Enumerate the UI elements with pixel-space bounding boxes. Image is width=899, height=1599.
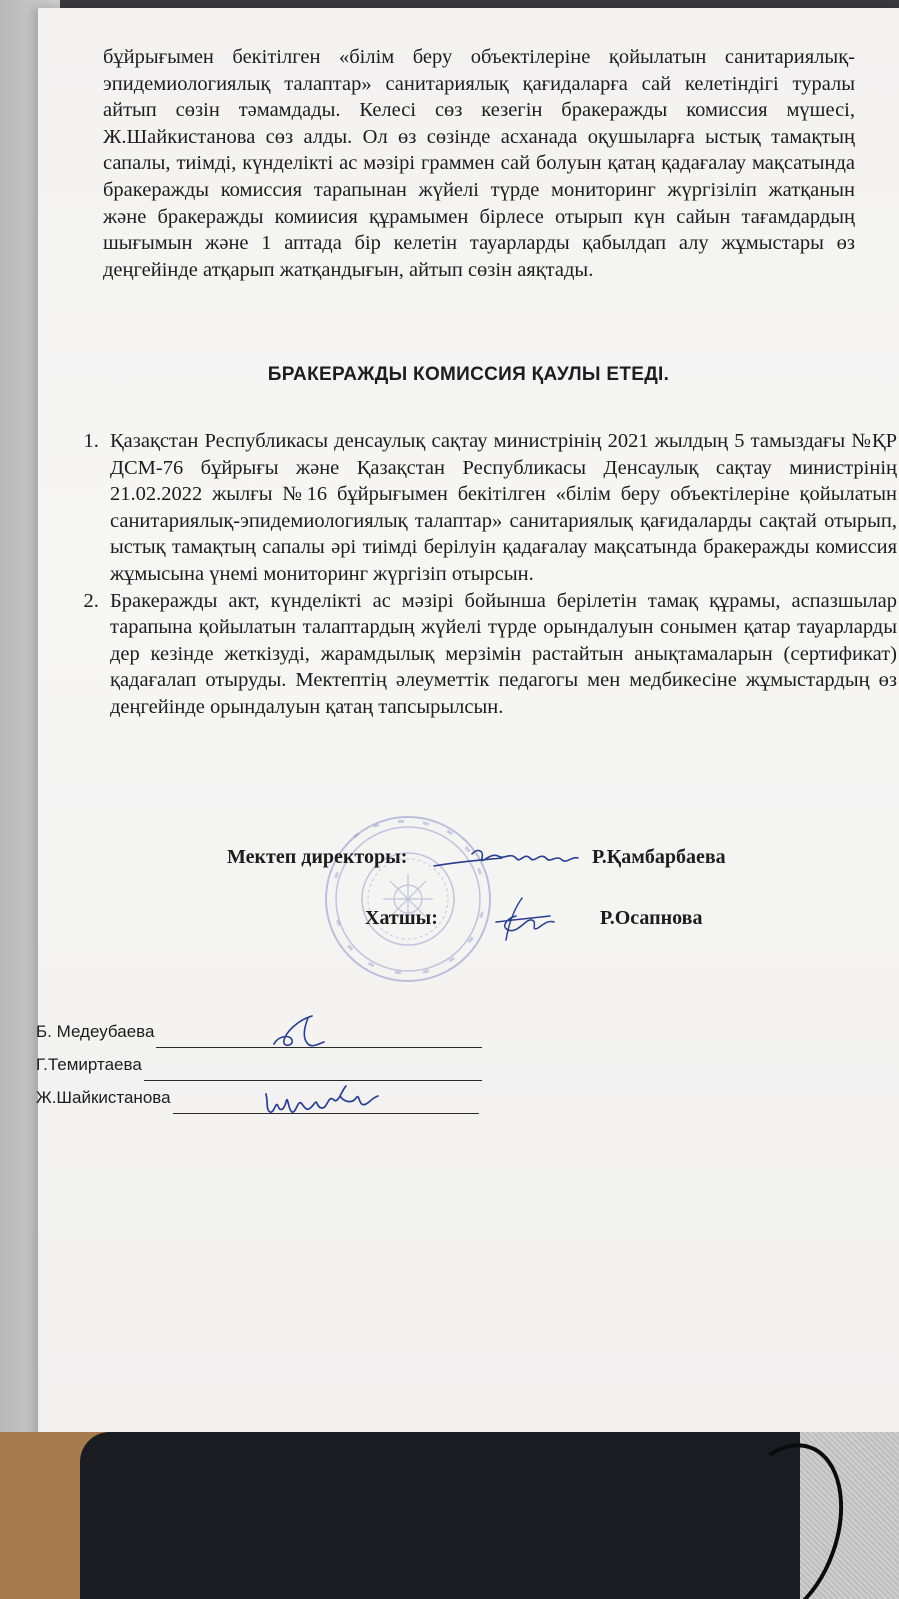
director-name-line <box>592 846 726 869</box>
member-list <box>36 1015 482 1114</box>
secretary-label: Хатшы: <box>365 907 438 929</box>
secretary-signature <box>488 892 558 944</box>
secretary-name: Р.Осапнова <box>600 907 703 929</box>
member-signature-line <box>144 1060 482 1081</box>
resolution-item: 2. Бракеражды акт, күнделікті ас мәзірі бойынша берілетін тамақ құрамы, аспазшылар тарапына қойылатын талаптардың жүйелі түрде орындалуын сонымен қатар тауарларды дер кезінде жеткізуді, жарамдылық мерзімін растайтын анықтамаларын (сертификат) қадағалап отыруды. Мектептің әлеуметтік педагогы мен медбикесіне жұмыстардың өз деңгейінде орындалуын қатаң тапсырылсын. <box>104 588 897 721</box>
official-stamp <box>323 814 493 984</box>
secretary-signature-line <box>365 907 438 930</box>
member-name: Б. Медеубаева <box>36 1022 155 1041</box>
director-signature-line <box>227 846 407 869</box>
member-row <box>36 1048 482 1081</box>
member-name: Ж.Шайкистанова <box>36 1088 171 1107</box>
director-label: Мектеп директоры: <box>227 846 408 868</box>
secretary-name-line <box>600 907 702 930</box>
medeubaeva-signature <box>268 1014 328 1050</box>
intro-paragraph: бұйрығымен бекітілген «білім беру объектілеріне қойылатын санитариялық-эпидемиологиялық талаптар» санитариялық қағидаларға сай келетіндігі туралы айтып сөзін тәмамдады. Келесі сөз кезегін бракеражды комиссия мүшесі, Ж.Шайкистанова сөз алды. Ол өз сөзінде асханада оқушыларға ыстық тамақтың сапалы, тиімді, күнделікті ас мәзірі граммен сай болуын қатаң қадағалау мақсатында бракеражды комиссия тарапынан жүйелі түрде мониторинг жүргізіліп жатқанын және бракеражды комиисия құрамымен бірлесе отырып күн сайын тағамдардың шығымын және 1 аптада бір келетін тауарларды қабылдап алу жұмыстары өз деңгейінде атқарып жатқандығын, айтып сөзін аяқтады. <box>103 46 855 281</box>
resolution-heading: БРАКЕРАЖДЫ КОМИССИЯ ҚАУЛЫ ЕТЕДІ. <box>267 364 670 385</box>
member-name: Г.Темиртаева <box>36 1055 142 1074</box>
resolution-list <box>62 428 897 721</box>
resolution-item: 1. Қазақстан Республикасы денсаулық сақтау министрінің 2021 жылдың 5 тамыздағы №ҚР ДСМ-76 бұйрығы және Қазақстан Республикасы Денсаулық сақтау министрінің 21.02.2022 жылғы №16 бұйрығымен бекітілген «білім беру объектілеріне қойылатын санитариялық-эпидемиологиялық талаптар» санитариялық қағидаларды сақтай отырып, ыстық тамақтың сапалы әрі тиімді берілуін қадағалау мақсатында бракеражды комиссия жұмысына үнемі мониторинг жүргізіп отырсын. <box>104 428 897 588</box>
member-row <box>36 1015 482 1048</box>
director-name: Р.Қамбарбаева <box>592 846 726 868</box>
member-row <box>36 1081 482 1114</box>
director-signature <box>432 842 582 876</box>
shaikistanova-signature <box>262 1080 382 1122</box>
dark-cloth <box>80 1432 820 1599</box>
